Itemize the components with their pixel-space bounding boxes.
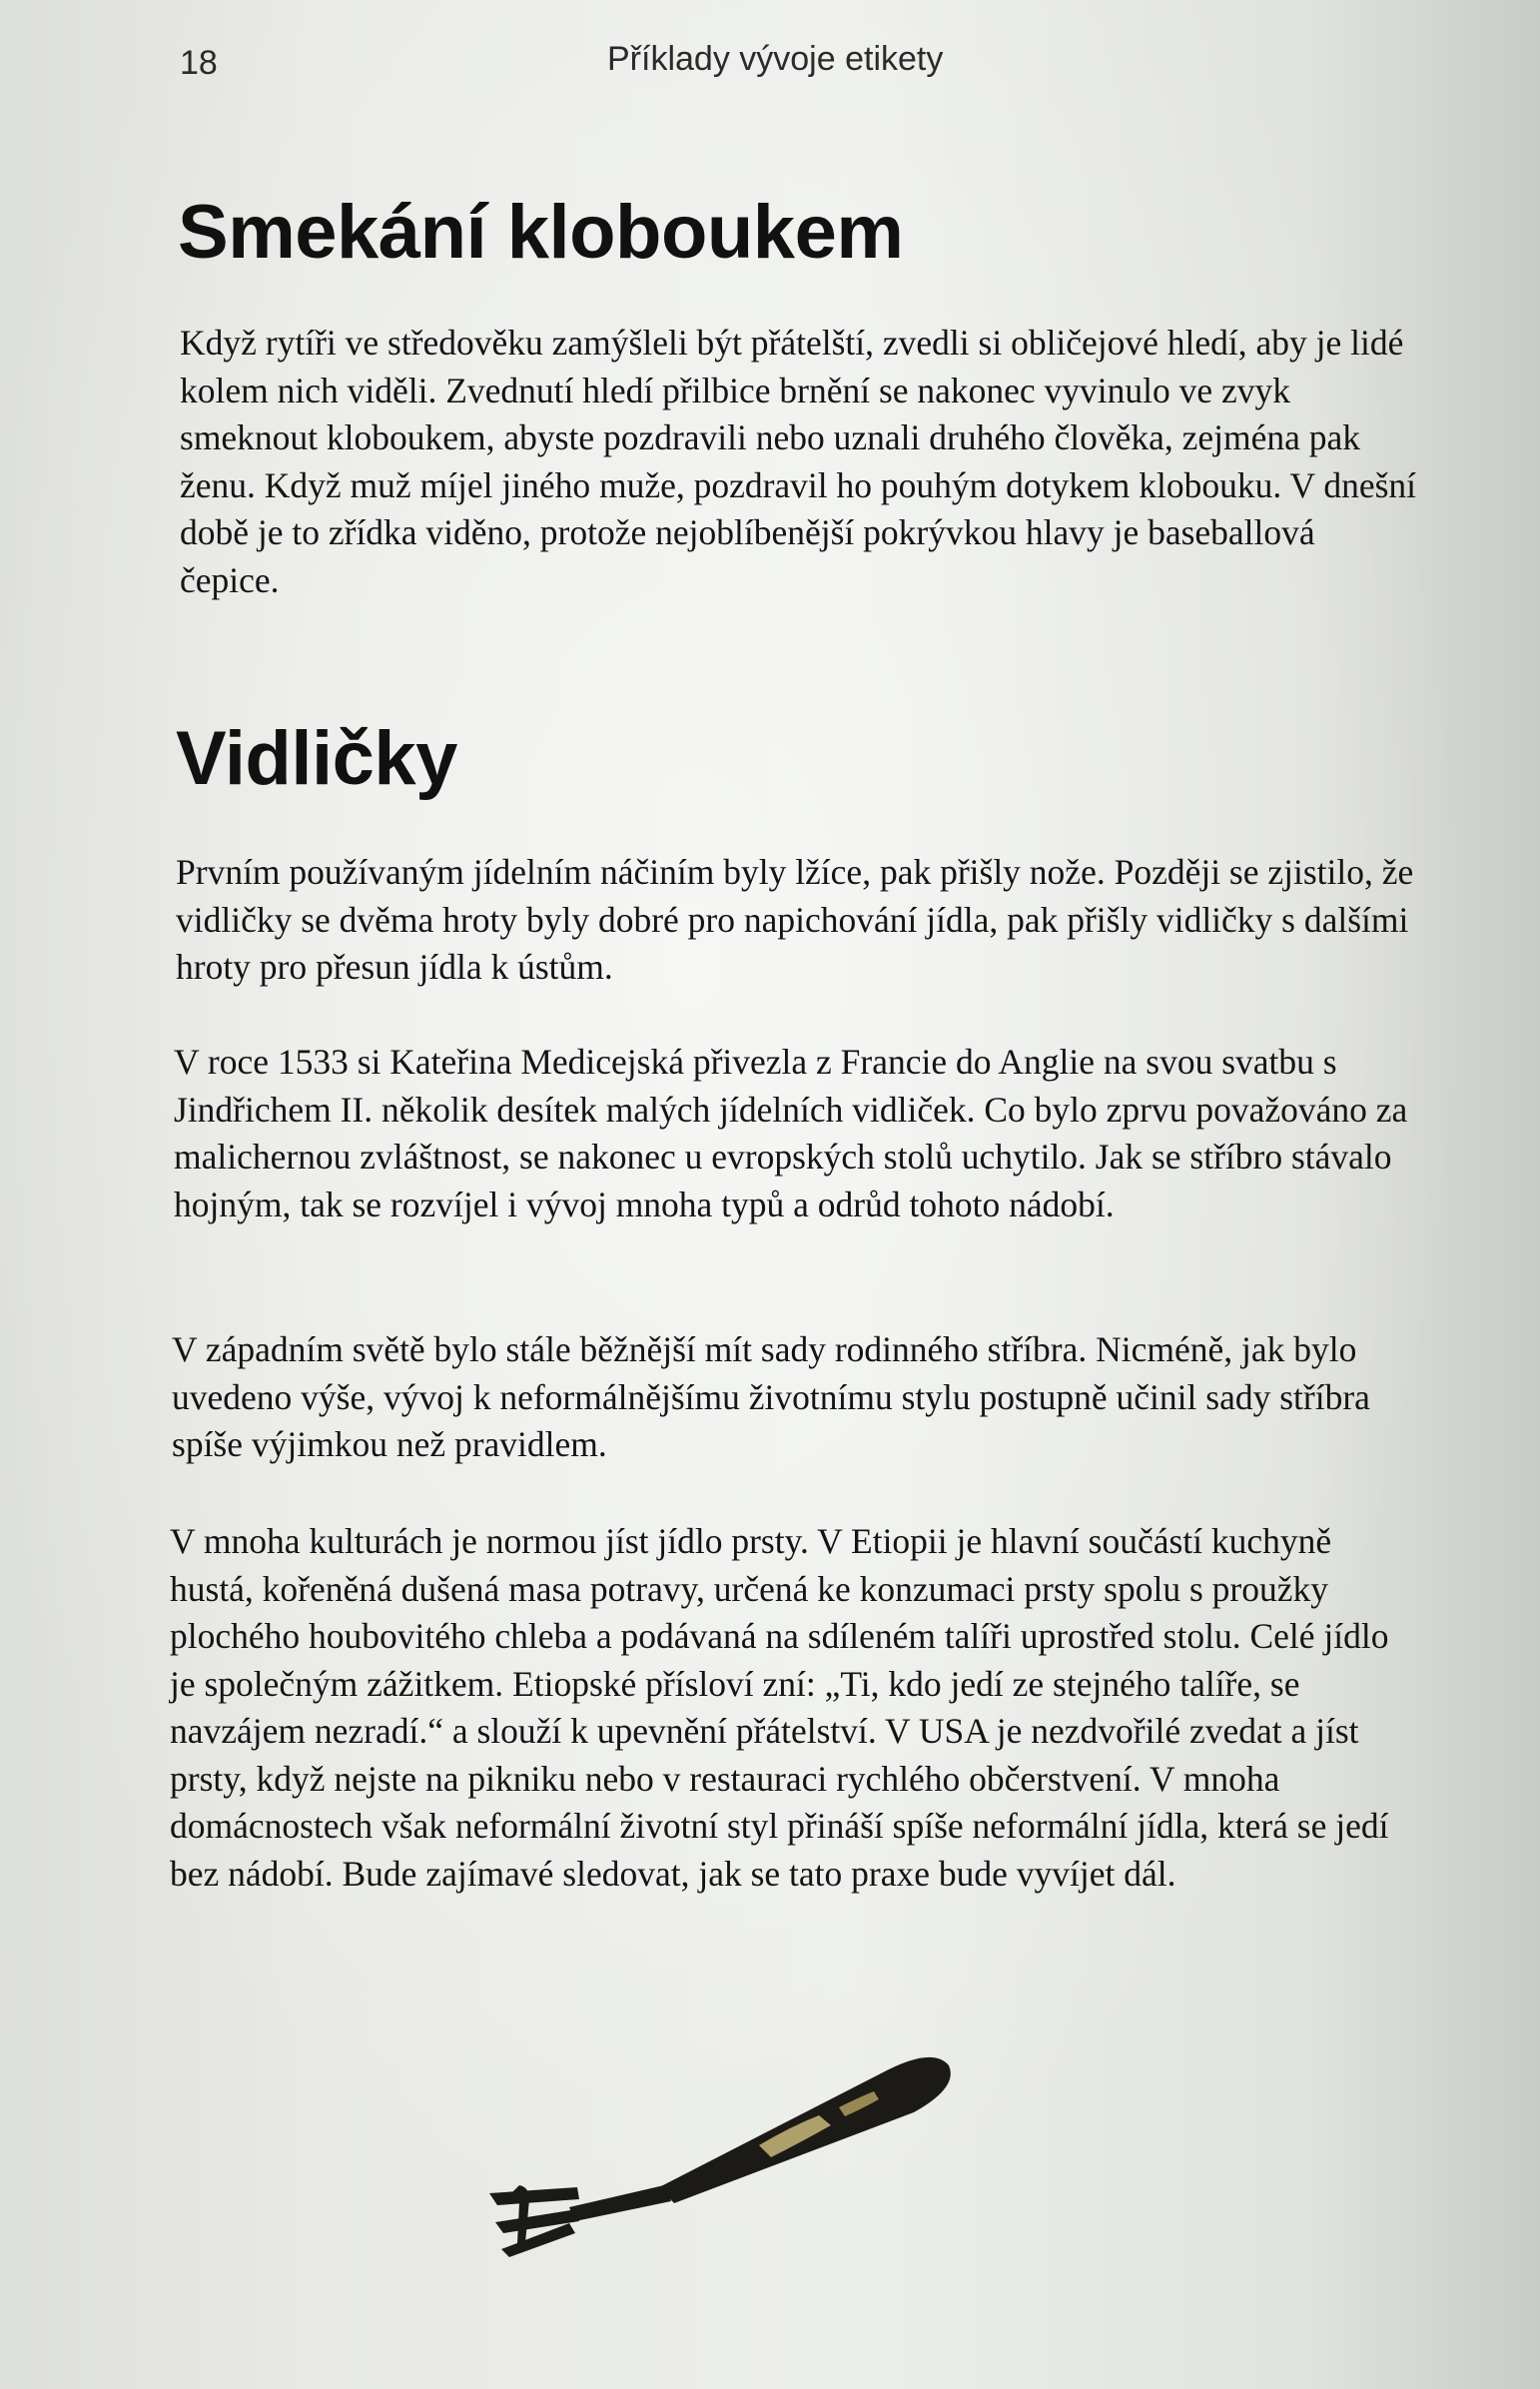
paragraph-forks-4: V mnoha kulturách je normou jíst jídlo prsty. V Etiopii je hlavní součástí kuchyně hustá, kořeněná dušená masa potravy, určená ke konzumaci prsty spolu s proužky plochého houbovitého chleba a podávaná na sdíleném talíři uprostřed stolu. Celé jídlo je společným zážitkem. Etiopské přísloví zní: „Ti, kdo jedí ze stejného talíře, se navzájem nezradí.“ a slouží k upevnění přátelství. V USA je nezdvořilé zvedat a jíst prsty, když nejste na pikniku nebo v restauraci rychlého občerstvení. V mnoha domácnostech však neformální životní styl přináší spíše neformální jídla, která se jedí bez nádobí. Bude zajímavé sledovat, jak se tato praxe bude vyvíjet dál.	[170, 1521, 1389, 1894]
paragraph-forks-1: Prvním používaným jídelním náčiním byly lžíce, pak přišly nože. Později se zjistilo, že vidličky se dvěma hroty byly dobré pro napichování jídla, pak přišly vidličky s dalšími hroty pro přesun jídla k ústům.	[176, 852, 1414, 987]
paragraph-hats: Když rytíři ve středověku zamýšleli být přátelští, zvedli si obličejové hledí, aby je lidé kolem nich viděli. Zvednutí hledí přilbice brnění se nakonec vyvinulo ve zvyk smeknout kloboukem, abyste pozdravili nebo uznali druhého člověka, zejména pak ženu. Když muž míjel jiného muže, pozdravil ho pouhým dotykem klobouku. V dnešní době je to zřídka viděno, protože nejoblíbenější pokrývkou hlavy je baseballová čepice.	[180, 323, 1417, 600]
running-head: Příklady vývoje etikety	[607, 40, 944, 78]
section-title-forks: Vidličky	[176, 716, 457, 801]
paragraph-forks-2: V roce 1533 si Kateřina Medicejská přivezla z Francie do Anglie na svou svatbu s Jindřichem II. několik desítek malých jídelních vidliček. Co bylo zprvu považováno za malichernou zvláštnost, se nakonec u evropských stolů uchytilo. Jak se stříbro stávalo hojným, tak se rozvíjel i vývoj mnoha typů a odrůd tohoto nádobí.	[174, 1042, 1408, 1224]
fork-icon	[459, 2017, 979, 2257]
section-title-hats: Smekání kloboukem	[178, 190, 904, 275]
fork-tines	[489, 2187, 579, 2257]
fork-shank	[569, 2185, 671, 2221]
page-number: 18	[180, 44, 218, 82]
paragraph-forks-3: V západním světě bylo stále běžnější mít sady rodinného stříbra. Nicméně, jak bylo uvedeno výše, vývoj k neformálnějšímu životnímu stylu postupně učinil sady stříbra spíše výjimkou než pravidlem.	[172, 1329, 1370, 1464]
